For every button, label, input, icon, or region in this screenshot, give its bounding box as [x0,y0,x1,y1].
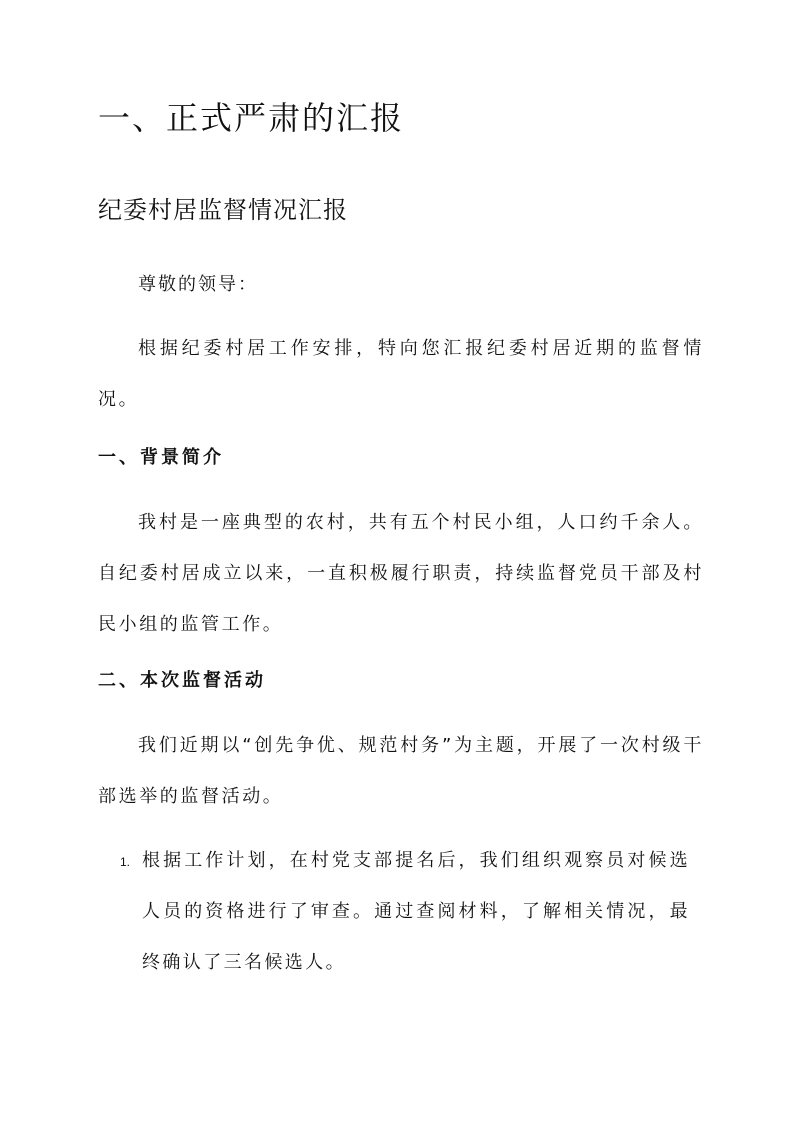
intro-paragraph: 根据纪委村居工作安排，特向您汇报纪委村居近期的监督情况。 [98,338,704,410]
document-title: 一、正式严肃的汇报 [98,99,405,137]
salutation: 尊敬的领导： [138,274,258,295]
section-heading-activity: 二、本次监督活动 [98,670,266,691]
list-item-number: 1. [120,855,131,869]
section-heading-background: 一、背景简介 [98,447,224,468]
section-body-background: 我村是一座典型的农村，共有五个村民小组，人口约千余人。自纪委村居成立以来，一直积极履行职责，持续监督党员干部及村民小组的监管工作。 [98,512,704,635]
report-title: 纪委村居监督情况汇报 [98,196,348,224]
list-item-text: 根据工作计划，在村党支部提名后，我们组织观察员对候选人员的资格进行了审查。通过查阅材料，了解相关情况，最终确认了三名候选人。 [142,850,690,973]
section-body-activity: 我们近期以“创先争优、规范村务”为主题，开展了一次村级干部选举的监督活动。 [98,735,704,807]
list-item [120,835,700,988]
